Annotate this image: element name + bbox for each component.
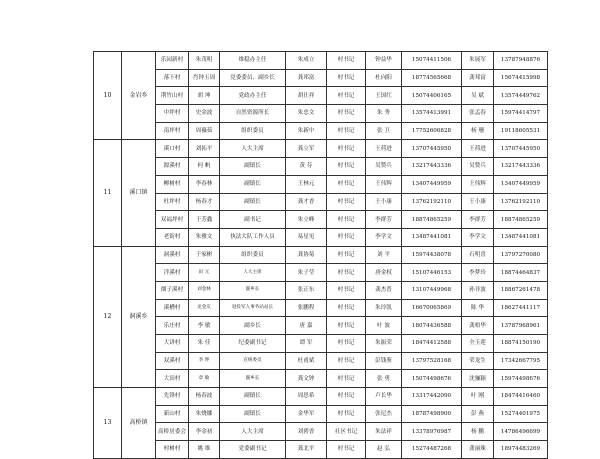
secretary-name-cell: 刘 平 xyxy=(366,246,402,264)
member-name-cell: 金华军 xyxy=(286,405,327,423)
village-cell: 乐庄村 xyxy=(156,317,189,335)
table-row xyxy=(94,441,548,459)
town-cell: 溪口镇 xyxy=(122,140,156,246)
cadre-position-cell: 纪委副书记 xyxy=(220,335,286,353)
cadre-position-cell: 党委委员、副乡长 xyxy=(220,69,286,87)
table-row xyxy=(94,423,548,441)
contact-name-cell: 彭 燕 xyxy=(462,405,494,423)
contact-phone-cell: 18874865259 xyxy=(494,211,548,229)
member-role-cell: 村书记 xyxy=(327,122,366,140)
cadre-position-cell: 执法大队工作人员 xyxy=(220,228,286,246)
contact-phone-cell: 15974414797 xyxy=(494,105,548,123)
secretary-name-cell: 王国红 xyxy=(366,87,402,105)
secretary-phone-cell: 13407449959 xyxy=(402,175,462,193)
contact-phone-cell: 19118605531 xyxy=(494,122,548,140)
secretary-name-cell: 朱法祥 xyxy=(366,423,402,441)
cadre-name-cell: 李金初 xyxy=(189,423,220,441)
cadre-position-cell: 副镇长 xyxy=(220,405,286,423)
village-cell: 源溪村 xyxy=(156,158,189,176)
member-name-cell: 朱忠文 xyxy=(286,105,327,123)
cadre-position-cell: 副镇长 xyxy=(220,388,286,406)
contact-name-cell: 龚丽珠 xyxy=(462,441,494,459)
member-role-cell: 村书记 xyxy=(327,87,366,105)
village-cell: 南坪村 xyxy=(156,122,189,140)
cadre-name-cell: 杨春才 xyxy=(189,193,220,211)
secretary-name-cell: 王小康 xyxy=(366,193,402,211)
member-role-cell: 村书记 xyxy=(327,52,366,70)
member-role-cell: 村书记 xyxy=(327,246,366,264)
village-cell: 杜坪村 xyxy=(156,193,189,211)
member-name-cell: 龚文钟 xyxy=(286,370,327,388)
member-role-cell: 村书记 xyxy=(327,317,366,335)
secretary-phone-cell: 13707445950 xyxy=(402,140,462,158)
cadre-position-cell: 党委副书记 xyxy=(220,441,286,459)
secretary-name-cell: 张 卫 xyxy=(366,122,402,140)
contact-name-cell: 杨 珊 xyxy=(462,122,494,140)
village-cell: 双福坪村 xyxy=(156,211,189,229)
secretary-name-cell: 叶 波 xyxy=(366,317,402,335)
secretary-phone-cell: 13574413991 xyxy=(402,105,462,123)
group-number-cell: 11 xyxy=(94,140,122,246)
member-name-cell: 龚北平 xyxy=(286,441,327,459)
contact-phone-cell: 13407449959 xyxy=(494,175,548,193)
cadre-name-cell: 龙金友 xyxy=(189,299,220,317)
member-role-cell: 村书记 xyxy=(327,264,366,282)
cadre-name-cell: 胡 坤 xyxy=(189,87,220,105)
contact-name-cell: 王伟辉 xyxy=(462,175,494,193)
secretary-name-cell: 李学文 xyxy=(366,228,402,246)
member-role-cell: 村书记 xyxy=(327,370,366,388)
group-number-cell: 12 xyxy=(94,246,122,388)
member-role-cell: 社区书记 xyxy=(327,423,366,441)
cadre-name-cell: 朱 佳 xyxy=(189,335,220,353)
contact-phone-cell: 18874464837 xyxy=(494,264,548,282)
cadre-name-cell: 何 帆 xyxy=(189,158,220,176)
contact-name-cell: 孙非波 xyxy=(462,281,494,299)
table-row xyxy=(94,317,548,335)
secretary-phone-cell: 15074411506 xyxy=(402,52,462,70)
member-role-cell: 村书记 xyxy=(327,193,366,211)
contact-name-cell: 陈 华 xyxy=(462,299,494,317)
member-name-cell: 胡仕祥 xyxy=(286,87,327,105)
cadre-position-cell: 副乡长 xyxy=(220,370,286,388)
table-row xyxy=(94,122,548,140)
town-cell: 金岩乡 xyxy=(122,52,156,140)
secretary-phone-cell: 15107446153 xyxy=(402,264,462,282)
secretary-name-cell: 李群芳 xyxy=(366,211,402,229)
member-name-cell: 黄 芬 xyxy=(286,158,327,176)
village-cell: 荆竹山村 xyxy=(156,87,189,105)
secretary-phone-cell: 18074436588 xyxy=(402,317,462,335)
cadre-name-cell: 朱茂明 xyxy=(189,52,220,70)
secretary-phone-cell: 18774565668 xyxy=(402,69,462,87)
secretary-phone-cell: 15074498676 xyxy=(402,370,462,388)
secretary-name-cell: 钟益华 xyxy=(366,52,402,70)
village-cell: 溪口村 xyxy=(156,140,189,158)
secretary-name-cell: 朱 秀 xyxy=(366,105,402,123)
contact-phone-cell: 13797270080 xyxy=(494,246,548,264)
cadre-position-cell: 退役军人事务站站长 xyxy=(220,299,286,317)
table-row xyxy=(94,281,548,299)
table-row xyxy=(94,175,548,193)
secretary-phone-cell: 13317442090 xyxy=(402,388,462,406)
secretary-name-cell: 王荷进 xyxy=(366,140,402,158)
table-row xyxy=(94,158,548,176)
cadre-position-cell: 人大主席 xyxy=(220,423,286,441)
contact-phone-cell: 13787968961 xyxy=(494,317,548,335)
secretary-name-cell: 杜向阳 xyxy=(366,69,402,87)
cadre-name-cell: 于家彬 xyxy=(189,246,220,264)
member-name-cell: 龚邦富 xyxy=(286,69,327,87)
secretary-name-cell: 赵 弘 xyxy=(366,441,402,459)
member-name-cell: 张正东 xyxy=(286,281,327,299)
contact-phone-cell: 15974498676 xyxy=(494,370,548,388)
contact-phone-cell: 18874150190 xyxy=(494,335,548,353)
cadre-name-cell: 姚 维 xyxy=(189,441,220,459)
table-row xyxy=(94,105,548,123)
member-name-cell: 龚才香 xyxy=(286,193,327,211)
cadre-position-cell: 副乡长 xyxy=(220,281,286,299)
cadre-name-cell: 李春林 xyxy=(189,175,220,193)
secretary-phone-cell: 13107449968 xyxy=(402,281,462,299)
contact-phone-cell: 13762192110 xyxy=(494,193,548,211)
village-cell: 先锋村 xyxy=(156,388,189,406)
cadre-name-cell: 周薇茹 xyxy=(189,122,220,140)
secretary-name-cell: 彭钱鉴 xyxy=(366,352,402,370)
cadre-position-cell: 副镇长 xyxy=(220,158,286,176)
contact-name-cell: 吴赞兵 xyxy=(462,158,494,176)
member-role-cell: 村书记 xyxy=(327,175,366,193)
contact-name-cell: 李群芳 xyxy=(462,211,494,229)
cadre-name-cell: 史金波 xyxy=(189,105,220,123)
contact-name-cell: 朱展军 xyxy=(462,52,494,70)
cadre-name-cell: 刘金林 xyxy=(189,281,220,299)
member-role-cell: 村书记 xyxy=(327,405,366,423)
contact-name-cell: 全玉莲 xyxy=(462,335,494,353)
member-name-cell: 刘碧香 xyxy=(286,423,327,441)
contact-name-cell: 吴 斌 xyxy=(462,87,494,105)
contact-name-cell: 荣龙生 xyxy=(462,352,494,370)
village-cell: 大田村 xyxy=(156,370,189,388)
secretary-name-cell: 朱振荣 xyxy=(366,335,402,353)
contact-name-cell: 石明喜 xyxy=(462,246,494,264)
contact-name-cell: 叶 刚 xyxy=(462,388,494,406)
contact-phone-cell: 15274401975 xyxy=(494,405,548,423)
member-role-cell: 村书记 xyxy=(327,441,366,459)
cadre-name-cell: 李 坤 xyxy=(189,352,220,370)
cadre-name-cell: 朱烧娜 xyxy=(189,405,220,423)
contact-phone-cell: 18627441117 xyxy=(494,299,548,317)
contact-name-cell: 李学文 xyxy=(462,228,494,246)
secretary-phone-cell: 15274487268 xyxy=(402,441,462,459)
cadre-position-cell: 党政办主任 xyxy=(220,87,286,105)
cadre-name-cell: 于芳鑫 xyxy=(189,211,220,229)
secretary-phone-cell: 13797528168 xyxy=(402,352,462,370)
table-row xyxy=(94,140,548,158)
table-row xyxy=(94,246,548,264)
contact-phone-cell: 14786496699 xyxy=(494,423,548,441)
member-name-cell: 朱立峰 xyxy=(286,211,327,229)
village-cell: 乐园新村 xyxy=(156,52,189,70)
table-body xyxy=(94,52,548,459)
cadre-name-cell: 李 敏 xyxy=(189,317,220,335)
cadre-position-cell: 副镇长 xyxy=(220,193,286,211)
group-number-cell: 10 xyxy=(94,52,122,140)
table-row xyxy=(94,370,548,388)
member-role-cell: 村书记 xyxy=(327,335,366,353)
cadre-position-cell: 人大主席 xyxy=(220,264,286,282)
member-name-cell: 易星见 xyxy=(286,228,327,246)
contact-name-cell: 李梦玲 xyxy=(462,264,494,282)
contact-phone-cell: 13217443336 xyxy=(494,158,548,176)
contact-phone-cell: 13487441081 xyxy=(494,228,548,246)
village-cell: 洞溪村 xyxy=(156,246,189,264)
cadre-position-cell: 自然资源所长 xyxy=(220,105,286,123)
secretary-phone-cell: 18787498900 xyxy=(402,405,462,423)
member-name-cell: 朱成立 xyxy=(286,52,327,70)
member-role-cell: 村书记 xyxy=(327,388,366,406)
contact-phone-cell: 17342667795 xyxy=(494,352,548,370)
cadre-position-cell: 副乡长 xyxy=(220,317,286,335)
town-cell: 洞溪乡 xyxy=(122,246,156,388)
village-cell: 中坪村 xyxy=(156,105,189,123)
village-cell: 双溪村 xyxy=(156,352,189,370)
secretary-phone-cell: 18474412588 xyxy=(402,335,462,353)
cadre-position-cell: 人大主席 xyxy=(220,140,286,158)
village-cell: 落下村 xyxy=(156,69,189,87)
village-cell: 洋溪村 xyxy=(156,264,189,282)
member-name-cell: 谭 军 xyxy=(286,335,327,353)
cadre-name-cell: 朱雅文 xyxy=(189,228,220,246)
cadre-name-cell: 刘拓平 xyxy=(189,140,220,158)
contact-phone-cell: 15674415998 xyxy=(494,69,548,87)
secretary-phone-cell: 13378976987 xyxy=(402,423,462,441)
secretary-phone-cell: 13217443336 xyxy=(402,158,462,176)
secretary-phone-cell: 15074406165 xyxy=(402,87,462,105)
member-name-cell: 龚立军 xyxy=(286,140,327,158)
table-row xyxy=(94,87,548,105)
village-cell: 烟子溪村 xyxy=(156,281,189,299)
cadre-position-cell: 副镇长 xyxy=(220,175,286,193)
secretary-name-cell: 唐金权 xyxy=(366,264,402,282)
table-row xyxy=(94,211,548,229)
table-row xyxy=(94,352,548,370)
group-number-cell: 13 xyxy=(94,388,122,459)
contact-name-cell: 王小康 xyxy=(462,193,494,211)
table-row xyxy=(94,299,548,317)
member-role-cell: 村书记 xyxy=(327,69,366,87)
secretary-name-cell: 龚杰普 xyxy=(366,281,402,299)
village-cell: 溪槽村 xyxy=(156,299,189,317)
cadre-name-cell: 肖钟玉周 xyxy=(189,69,220,87)
cadre-name-cell: 杨春波 xyxy=(189,388,220,406)
village-cell: 柳树村 xyxy=(156,175,189,193)
member-name-cell: 唐 嘉 xyxy=(286,317,327,335)
table-row xyxy=(94,52,548,70)
secretary-phone-cell: 15974438078 xyxy=(402,246,462,264)
contact-phone-cell: 13787948876 xyxy=(494,52,548,70)
contact-name-cell: 龚邦富 xyxy=(462,69,494,87)
village-cell: 老街村 xyxy=(156,228,189,246)
table-row xyxy=(94,405,548,423)
secretary-name-cell: 王伟辉 xyxy=(366,175,402,193)
member-role-cell: 村书记 xyxy=(327,299,366,317)
member-name-cell: 龚协菊 xyxy=(286,246,327,264)
secretary-phone-cell: 17752606828 xyxy=(402,122,462,140)
member-role-cell: 村书记 xyxy=(327,158,366,176)
contact-name-cell: 张孟春 xyxy=(462,105,494,123)
member-role-cell: 村书记 xyxy=(327,140,366,158)
village-cell: 村树村 xyxy=(156,441,189,459)
member-name-cell: 王林元 xyxy=(286,175,327,193)
village-cell: 高桥居委会 xyxy=(156,423,189,441)
contact-phone-cell: 18867261478 xyxy=(494,281,548,299)
secretary-phone-cell: 16670065869 xyxy=(402,299,462,317)
member-name-cell: 张鹏程 xyxy=(286,299,327,317)
contact-name-cell: 沈骊颖 xyxy=(462,370,494,388)
cadre-name-cell: 章 敏 xyxy=(189,370,220,388)
table-row xyxy=(94,335,548,353)
village-cell: 大讲村 xyxy=(156,335,189,353)
table-row xyxy=(94,69,548,87)
cadre-position-cell: 组织委员 xyxy=(220,246,286,264)
member-name-cell: 朱子莹 xyxy=(286,264,327,282)
contact-phone-cell: 13574449762 xyxy=(494,87,548,105)
table-row xyxy=(94,264,548,282)
member-role-cell: 村书记 xyxy=(327,281,366,299)
secretary-phone-cell: 13762192110 xyxy=(402,193,462,211)
cadre-position-cell: 组织委员 xyxy=(220,122,286,140)
contact-name-cell: 龚梧华 xyxy=(462,317,494,335)
table-row xyxy=(94,193,548,211)
secretary-name-cell: 张 勇 xyxy=(366,370,402,388)
contact-phone-cell: 18474416460 xyxy=(494,388,548,406)
member-role-cell: 村书记 xyxy=(327,211,366,229)
town-cell: 高桥镇 xyxy=(122,388,156,459)
contact-table xyxy=(93,51,548,459)
contact-phone-cell: 13707445950 xyxy=(494,140,548,158)
contact-phone-cell: 18974483269 xyxy=(494,441,548,459)
secretary-phone-cell: 13487441081 xyxy=(402,228,462,246)
member-role-cell: 村书记 xyxy=(327,105,366,123)
contact-name-cell: 杨 鹏 xyxy=(462,423,494,441)
village-cell: 新山村 xyxy=(156,405,189,423)
member-role-cell: 村书记 xyxy=(327,228,366,246)
cadre-position-cell: 维稳办主任 xyxy=(220,52,286,70)
cadre-name-cell: 田 元 xyxy=(189,264,220,282)
secretary-phone-cell: 18874865259 xyxy=(402,211,462,229)
secretary-name-cell: 张尼杰 xyxy=(366,405,402,423)
cadre-position-cell: 副书记 xyxy=(220,211,286,229)
member-name-cell: 周思希 xyxy=(286,388,327,406)
member-name-cell: 朱新中 xyxy=(286,122,327,140)
secretary-name-cell: 吴赞兵 xyxy=(366,158,402,176)
table-row xyxy=(94,228,548,246)
secretary-name-cell: 朱玲凯 xyxy=(366,299,402,317)
secretary-name-cell: 卢长华 xyxy=(366,388,402,406)
cadre-position-cell: 宣统委员 xyxy=(220,352,286,370)
member-role-cell: 村书记 xyxy=(327,352,366,370)
contact-name-cell: 王荷进 xyxy=(462,140,494,158)
member-name-cell: 杜甫斌 xyxy=(286,352,327,370)
table-row xyxy=(94,388,548,406)
